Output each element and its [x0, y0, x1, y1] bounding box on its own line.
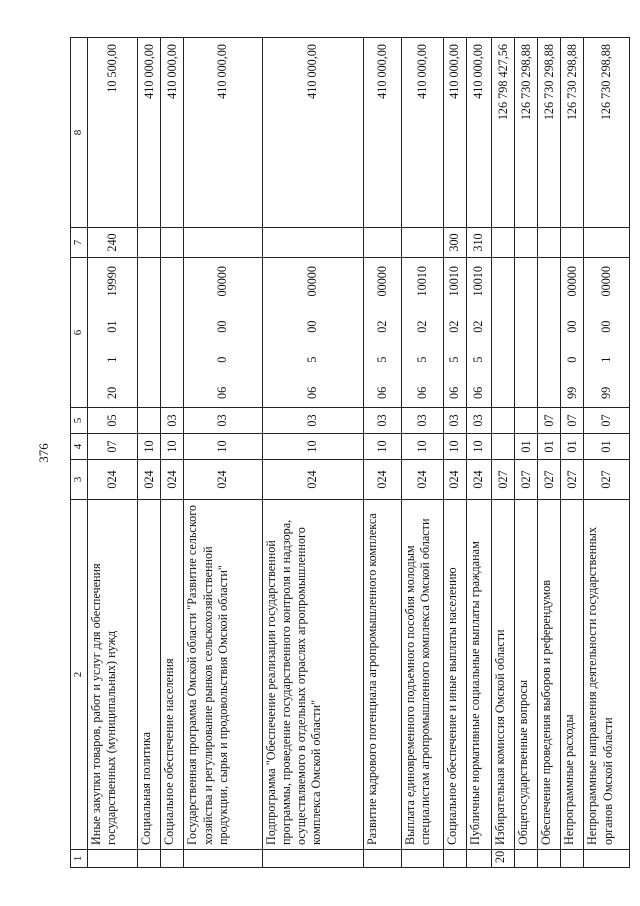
- ministry-code-cell: 027: [538, 460, 561, 500]
- ministry-code-cell: 024: [466, 460, 491, 500]
- ministry-code-cell: 024: [161, 460, 184, 500]
- row-number-cell: [363, 850, 401, 868]
- target-article-cell: [262, 258, 363, 408]
- amount-cell: 126 730 298,88: [515, 38, 538, 228]
- section-code-cell: 10: [363, 434, 401, 460]
- table-row: [561, 38, 584, 868]
- ministry-code-cell: 027: [561, 460, 584, 500]
- target-article-cell: [492, 258, 515, 408]
- section-code-cell: 01: [561, 434, 584, 460]
- target-article-cell: [561, 258, 584, 408]
- table-row: [443, 38, 466, 868]
- subsection-code-cell: [492, 408, 515, 434]
- row-number-cell: [538, 850, 561, 868]
- subsection-code-cell: 03: [401, 408, 443, 434]
- amount-cell: 410 000,00: [363, 38, 401, 228]
- section-code-cell: 10: [138, 434, 161, 460]
- ministry-code-cell: 024: [138, 460, 161, 500]
- target-article-part: 06: [414, 386, 429, 399]
- expense-type-cell: [184, 228, 262, 258]
- header-cell: 3: [71, 460, 88, 500]
- section-code-cell: 01: [538, 434, 561, 460]
- table-row: [466, 38, 491, 868]
- description-cell: Социальное обеспечение и иные выплаты населению: [443, 500, 466, 850]
- row-number-cell: [443, 850, 466, 868]
- target-article-cell: [87, 258, 138, 408]
- section-code-cell: 10: [262, 434, 363, 460]
- header-cell: 2: [71, 500, 88, 850]
- table-row: [87, 38, 138, 868]
- expense-type-cell: [492, 228, 515, 258]
- amount-cell: 410 000,00: [161, 38, 184, 228]
- section-code-cell: 10: [161, 434, 184, 460]
- target-article-part: 02: [447, 320, 462, 333]
- target-article-part: 00000: [599, 266, 614, 297]
- ministry-code-cell: 024: [401, 460, 443, 500]
- target-article-part: 1: [599, 356, 614, 363]
- subsection-code-cell: 03: [466, 408, 491, 434]
- amount-cell: 126 798 427,56: [492, 38, 515, 228]
- target-article-cell: [401, 258, 443, 408]
- expense-type-cell: 240: [87, 228, 138, 258]
- target-article-part: 06: [374, 386, 389, 399]
- table-row: [138, 38, 161, 868]
- target-article-part: 5: [414, 356, 429, 363]
- row-number-cell: [584, 850, 630, 868]
- subsection-code-cell: 03: [184, 408, 262, 434]
- header-cell: 8: [71, 38, 88, 228]
- target-article-part: 00000: [305, 266, 320, 297]
- header-cell: 4: [71, 434, 88, 460]
- target-article-part: 99: [564, 386, 579, 399]
- target-article-part: 19990: [104, 266, 119, 297]
- subsection-code-cell: 03: [363, 408, 401, 434]
- description-cell: Развитие кадрового потенциала агропромышленного комплекса: [363, 500, 401, 850]
- ministry-code-cell: 027: [492, 460, 515, 500]
- amount-cell: 126 730 298,88: [584, 38, 630, 228]
- target-article-part: 06: [305, 386, 320, 399]
- row-number-cell: [515, 850, 538, 868]
- target-article-cell: [363, 258, 401, 408]
- target-article-part: 10010: [471, 266, 486, 297]
- target-article-part: 00: [215, 320, 230, 333]
- ministry-code-cell: 024: [363, 460, 401, 500]
- header-cell: 5: [71, 408, 88, 434]
- ministry-code-cell: 024: [443, 460, 466, 500]
- table-row: [363, 38, 401, 868]
- budget-table-rotated: [70, 38, 630, 868]
- description-cell: Публичные нормативные социальные выплаты гражданам: [466, 500, 491, 850]
- expense-type-cell: [363, 228, 401, 258]
- header-cell: 7: [71, 228, 88, 258]
- target-article-part: 0: [564, 356, 579, 363]
- table-row: [401, 38, 443, 868]
- table-row: [515, 38, 538, 868]
- expense-type-cell: [538, 228, 561, 258]
- target-article-part: 00: [599, 320, 614, 333]
- row-number-cell: [466, 850, 491, 868]
- header-cell: 1: [71, 850, 88, 868]
- table-row: [584, 38, 630, 868]
- target-article-part: 02: [374, 320, 389, 333]
- table-row: [161, 38, 184, 868]
- section-code-cell: 10: [401, 434, 443, 460]
- description-cell: Выплата единовременного подъемного пособия молодым специалистам агропромышленного комплекса Омской области: [401, 500, 443, 850]
- expense-type-cell: [561, 228, 584, 258]
- row-number-cell: [161, 850, 184, 868]
- row-number-cell: [184, 850, 262, 868]
- target-article-part: 5: [374, 356, 389, 363]
- table-row: [538, 38, 561, 868]
- page-number: 376: [36, 443, 51, 463]
- target-article-part: 06: [215, 386, 230, 399]
- target-article-part: 0: [215, 356, 230, 363]
- target-article-part: 00: [564, 320, 579, 333]
- section-code-cell: 01: [515, 434, 538, 460]
- target-article-cell: [161, 258, 184, 408]
- row-number-cell: [262, 850, 363, 868]
- expense-type-cell: [584, 228, 630, 258]
- description-cell: Социальное обеспечение населения: [161, 500, 184, 850]
- description-cell: Избирательная комиссия Омской области: [492, 500, 515, 850]
- target-article-part: 00000: [564, 266, 579, 297]
- target-article-part: 10010: [414, 266, 429, 297]
- table-row: [492, 38, 515, 868]
- header-cell: 6: [71, 258, 88, 408]
- expense-type-cell: [161, 228, 184, 258]
- description-cell: Государственная программа Омской области "Развитие сельского хозяйства и регулирование рынков сельскохозяйственной продукции, сырья и продовольствия Омской области": [184, 500, 262, 850]
- target-article-cell: [443, 258, 466, 408]
- section-code-cell: 07: [87, 434, 138, 460]
- amount-cell: 410 000,00: [138, 38, 161, 228]
- row-number-cell: 20: [492, 850, 515, 868]
- target-article-cell: [466, 258, 491, 408]
- ministry-code-cell: 027: [584, 460, 630, 500]
- target-article-part: 99: [599, 386, 614, 399]
- target-article-part: 00000: [215, 266, 230, 297]
- target-article-part: 06: [471, 386, 486, 399]
- section-code-cell: 10: [443, 434, 466, 460]
- target-article-cell: [138, 258, 161, 408]
- target-article-part: 02: [414, 320, 429, 333]
- amount-cell: 410 000,00: [262, 38, 363, 228]
- expense-type-cell: [401, 228, 443, 258]
- target-article-cell: [538, 258, 561, 408]
- subsection-code-cell: 07: [561, 408, 584, 434]
- target-article-cell: [515, 258, 538, 408]
- target-article-part: 5: [447, 356, 462, 363]
- header-row: [71, 38, 88, 868]
- ministry-code-cell: 024: [87, 460, 138, 500]
- description-cell: Непрограммные направления деятельности государственных органов Омской области: [584, 500, 630, 850]
- target-article-part: 00: [305, 320, 320, 333]
- row-number-cell: [138, 850, 161, 868]
- description-cell: Непрограммные расходы: [561, 500, 584, 850]
- subsection-code-cell: 03: [443, 408, 466, 434]
- target-article-part: 02: [471, 320, 486, 333]
- ministry-code-cell: 027: [515, 460, 538, 500]
- description-cell: Обеспечение проведения выборов и референдумов: [538, 500, 561, 850]
- expense-type-cell: [262, 228, 363, 258]
- subsection-code-cell: 03: [262, 408, 363, 434]
- expense-type-cell: [515, 228, 538, 258]
- amount-cell: 410 000,00: [401, 38, 443, 228]
- amount-cell: 410 000,00: [443, 38, 466, 228]
- description-cell: Общегосударственные вопросы: [515, 500, 538, 850]
- target-article-part: 01: [104, 320, 119, 333]
- target-article-part: 20: [104, 386, 119, 399]
- target-article-part: 06: [447, 386, 462, 399]
- subsection-code-cell: 07: [584, 408, 630, 434]
- target-article-part: 5: [471, 356, 486, 363]
- section-code-cell: 10: [184, 434, 262, 460]
- row-number-cell: [401, 850, 443, 868]
- description-cell: Социальная политика: [138, 500, 161, 850]
- amount-cell: 126 730 298,88: [561, 38, 584, 228]
- amount-cell: 410 000,00: [184, 38, 262, 228]
- table-row: [262, 38, 363, 868]
- subsection-code-cell: 07: [538, 408, 561, 434]
- table-row: [184, 38, 262, 868]
- target-article-part: 5: [305, 356, 320, 363]
- budget-table: [70, 37, 630, 868]
- target-article-part: 10010: [447, 266, 462, 297]
- row-number-cell: [561, 850, 584, 868]
- target-article-part: 1: [104, 356, 119, 363]
- expense-type-cell: [138, 228, 161, 258]
- amount-cell: 126 730 298,88: [538, 38, 561, 228]
- subsection-code-cell: [138, 408, 161, 434]
- subsection-code-cell: 05: [87, 408, 138, 434]
- section-code-cell: [492, 434, 515, 460]
- amount-cell: 10 500,00: [87, 38, 138, 228]
- target-article-cell: [184, 258, 262, 408]
- ministry-code-cell: 024: [184, 460, 262, 500]
- subsection-code-cell: 03: [161, 408, 184, 434]
- row-number-cell: [87, 850, 138, 868]
- expense-type-cell: 310: [466, 228, 491, 258]
- description-cell: Подпрограмма "Обеспечение реализации государственной программы, проведение государственного контроля и надзора, осуществляемого в отдельных отраслях агропромышленного комплекса Омской области": [262, 500, 363, 850]
- section-code-cell: 01: [584, 434, 630, 460]
- expense-type-cell: 300: [443, 228, 466, 258]
- ministry-code-cell: 024: [262, 460, 363, 500]
- target-article-cell: [584, 258, 630, 408]
- description-cell: Иные закупки товаров, работ и услуг для обеспечения государственных (муниципальных) нужд: [87, 500, 138, 850]
- amount-cell: 410 000,00: [466, 38, 491, 228]
- subsection-code-cell: [515, 408, 538, 434]
- target-article-part: 00000: [374, 266, 389, 297]
- section-code-cell: 10: [466, 434, 491, 460]
